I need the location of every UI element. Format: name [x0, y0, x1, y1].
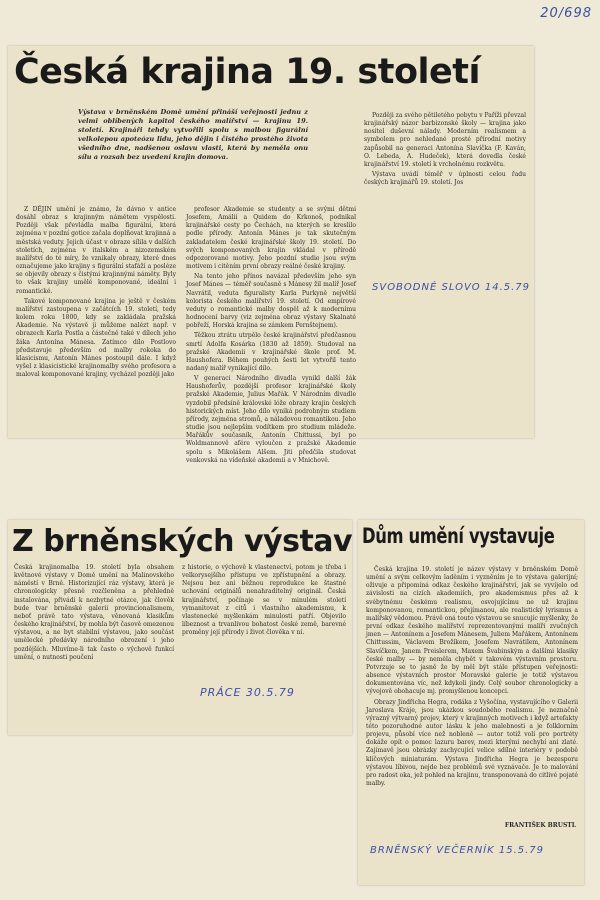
paragraph: Výstava uvádí téměř v úplnosti celou řadu českých krajinářů 19. století. Jos — [364, 171, 526, 187]
archive-number: 20/698 — [540, 6, 592, 21]
column-2: z historie, o výchově k vlastenectví, potom je třeba i velkorysejšího přístupu ve zpřístupnění a obrazy. Nejsou bez ani běžnou reprodukce ke štastné uchování originálů nenahraditelný originál. Česká krajinářství, počínaje se v minulém století vymanitovat z citů i vlastního akademismu, k vlastenecké myšlenkám minulosti patří. Objevilo líbeznost a trvanlivou bohatost české země, barevné proměny její přírody i život člověka v ní. — [182, 564, 346, 637]
column-3 — [364, 112, 526, 242]
clipping-dum-umeni — [358, 520, 584, 885]
column-1 — [16, 206, 176, 436]
lead-paragraph: Výstava v brněnském Domě umění přináší veřejnosti jednu z velmi oblíbených kapitol českého malířství — krajinu 19. století. Krajináři tehdy vytvořili spolu s malbou figurální velkolepou apoteózu lidu, jeho dějin i čistého prostého života všedního dne, nadšenou oslavu vlasti, která by neměla onu sílu a rozsah bez uvedení krajin domova. — [78, 108, 308, 161]
headline-ceska-krajina: Česká krajina 19. století — [14, 52, 480, 92]
paragraph: Později za svého pětiletého pobytu v Paříži převzal krajinářský názor barbizonské školy — krajina jako nositel duševní nálady. Moderním realismem a symbolem pro nehledané prosté přírodní motivy zapůsobil na generaci Antonína Slavíčka (F. Kaván, O. Lebeda, A. Hudeček), která dovedla české krajinářství 19. století k vrcholnému rozkvětu. — [364, 112, 526, 168]
paragraph: Na tento jeho přínos navázal především jeho syn Josef Mánes — téměř současně s Mánesy žil malíř Josef Navrátil, veduta figuralisty Karla Purkyně největší kolorista českého malířství 19. století. Od empírové veduty o romantické malby dospěl až k modernímu hodnocení barvy (viz zejména obraz výstavy Skalnaté pobřeží, Horská krajina se zámkem Pernštejnem). — [186, 273, 356, 330]
clipping-ceska-krajina — [8, 46, 534, 464]
paragraph: Takové komponované krajina je ještě v českém malířství zastoupena v začátcích 19. století, tedy kolem roku 1800, kdy se zakládala pražská Akademie. Na výstavě ji můžeme nalézt např. v obrazech Karla Postla a částečně také v dílech jeho žáka Antonína Mánesa. Zatímco dílo Postlovo představuje především od malby rokoka do klasicismu, Antonín Mánes postoupil dále. I když vyšel z klasicistické krajinomalby svého profesora a maloval komponované krajiny, vycházel později jako — [16, 297, 176, 379]
column-2 — [186, 206, 356, 464]
headline-z-brnenskych-vystav: Z brněnských výstav — [12, 524, 353, 559]
paragraph: profesor Akademie se studenty a se svými dětmi Josefem, Amálií a Quidem do Krkonoš, podnikal krajinářské cesty po Čechách, na kterých se kreslilo podle přírody. Antonín Mánes je tak skutečným zakladatelem české krajinářské školy 19. století. Do svých komponovaných krajin vkládal v přírodě odpozorované motivy. Jeho pozdní studie jsou svým motivem i citěním první obrazy reálné české krajiny. — [186, 206, 356, 271]
column-1: Česká krajinomalba 19. století byla obsahem květnové výstavy v Domě umění na Malinovského náměstí v Brně. Historizující ráz výstavy, která je chronologicky přesně rozčleněna a přehledně instalována, přivádí k nezbytné otázce, jak člověk bude tvar brněnské galerii provincionalismem, neboť právě tato výstava, věnovaná klasikům českého krajinářství, by mohla být časově omezenou výstavou, a ne byt stabilní výstavou, jako součást umělecké předávky národního obrození i jeho pozdějších. Mluvíme-li tak často o výchově funkcí umění, o nutnosti poučení — [14, 564, 174, 661]
paragraph: V generaci Národního divadla vynikl další žák Haushoferův, pozdější profesor krajinářské školy pražské Akademie, Julius Mařák. V Národním divadle vyzdobil předsíně královské lóže obrazy krajin českých historických míst. Jeho dílo vyniká podrobným studiem přírody, zejména stromů, a náladovou romantikou. Jeho studie jsou nejlepším vodítkem pro studium mládeže. Mařákův současník, Antonín Chittussi, byl po Woldmannově afére vyloučen z pražské Akademie spolu s Mikolášem Alšem. Jiti předčila studovat venkovská na vídeňské akademii a v Mnichově. — [186, 375, 356, 464]
paragraph: Česká krajina 19. století je název výstavy v brněnském Domě umění a svým celkovým laděním i vyzněním je to výstava galerijní; oživuje a připomíná odkaz českého krajinářství, jak se vyvíjelo od závislosti na cizích akademiích, pro akademismus přes až k svébytnému českému realismu, osvojujícímu ne už krajinu komponovanou, romantickou, přejímanou, ale realistický lyrismus a malířský vědomou. Právě oná touto výstavou se snucujíc myšlenky, že první odkaz českého malířství reprezentovanými malíři zvučných jmen — Antonínem a Josefem Mánesem, Juliem Mařákem, Antonínem Chittussim, Václavem Brožíkem, Josefem Navrátilem, Antonínem Slavíčkem, Janem Preislerem, Maxem Švabinským a dalšími klasiky české malby — by neměla chybět v takovém výstavním prostoru. Potvrzuje se to jasně že by měl být stále přístupen veřejnosti: absence výstavních prostor Moravské galerie je totiž výstavou dokumentována víc, než kdykoli jindy. Celý soubor chronologicky a vývojově obohacuje mj. promyšlenou koncepci. — [366, 566, 578, 696]
source-note: BRNĚNSKÝ VEČERNÍK 15.5.79 — [370, 845, 545, 856]
paragraph: Obrazy Jindřicha Hegra, rodáka z Vyšočína, vystavujícího v Galerii Jaroslava Kráje, jsou ukázkou soudobého realismu. Je neznačně výrazný výtvarný projev, který v krajinných motivech i když artefakty této pozoruhodné autor lásku k jeho malebnosti a je folklorním projevu, působí více než nobleně — autor totiž volí pro portréty dokáže opít o pomoc lazuru barev, mezi kterými nechybí ani zlaté. Zajímavě jsou obrázky zachycující velice sdílné interiéry v podobě klíčových miniaturám. Výstava Jindřicha Hegra je bezesporu výstavou líbivou, nejde bez problémů své vyznávače. Je to malování pro radost oka, jež pohled na krajinu, transponovaná do citlivé pojaté malby. — [366, 698, 578, 788]
paragraph: Z DĚJIN umění je známo, že dávno v antice dosáhl obraz s krajinným námětem vyspělosti. Později však převládla malba figurální, která zejména v pozdní gotice začala doplňovat krajinná a městská veduty. Jejich účast v obraze sílila v dalších stoletích, zejména v italském a nizozemském malířství do té míry, že vznikaly obrazy, které dnes označujeme jako krajiny s figurální stafáží a posléze se objevily obrazy s čistými krajinnými náměty. Byly to však krajiny umělé komponované, ideální i romantické. — [16, 206, 176, 295]
source-note: SVOBODNÉ SLOVO 14.5.79 — [372, 282, 531, 293]
source-note: PRÁCE 30.5.79 — [200, 686, 295, 699]
paragraph: Těžkou ztrátu utrpělo české krajinářství předčasnou smrtí Adolfa Kosárka (1830 až 1859). Studoval na pražské Akademii v krajinářské škole prof. M. Haushofera. Během pouhých šesti let vytvořil tento nadaný malíř vynikající dílo. — [186, 332, 356, 372]
clipping-z-brnenskych-vystav — [8, 520, 352, 735]
author: FRANTIŠEK BRUSTL — [504, 822, 576, 829]
headline-dum-umeni: Dům umění vystavuje — [362, 524, 555, 548]
article-body — [366, 566, 578, 821]
